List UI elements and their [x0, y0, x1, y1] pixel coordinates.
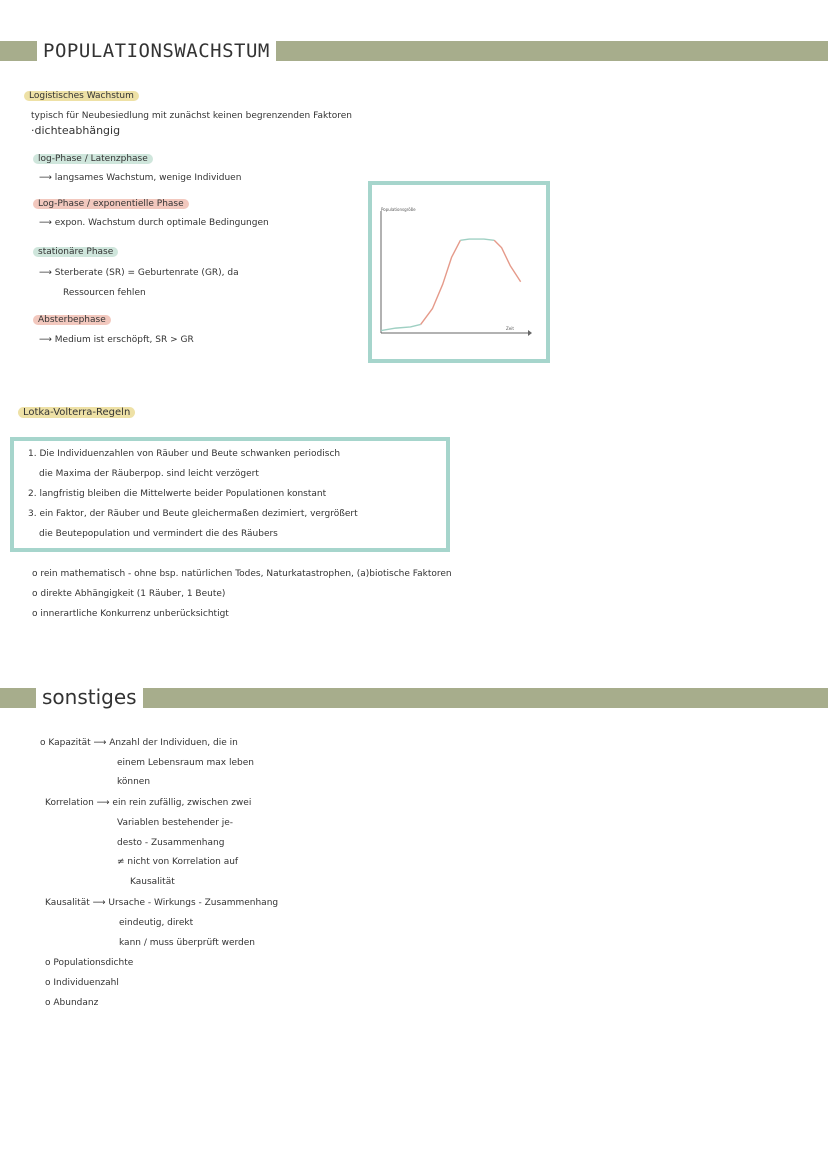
sonst-line-10: eindeutig, direkt	[119, 918, 194, 928]
note-line-3: o innerartliche Konkurrenz unberücksichtigt	[32, 609, 229, 619]
chart-series	[381, 239, 521, 331]
chart-line-4	[494, 240, 520, 281]
sonst-line-5: Variablen bestehender je-	[117, 818, 234, 828]
sonst-line-8: Kausalität	[130, 877, 175, 887]
rule-line-5: die Beutepopulation und vermindert die des Räubers	[39, 529, 278, 539]
chart-ylabel: Populationsgröße	[381, 207, 416, 212]
chart-line-3	[460, 239, 494, 240]
note-line-2: o direkte Abhängigkeit (1 Räuber, 1 Beute)	[32, 589, 226, 599]
chart-x-arrow	[528, 330, 532, 336]
phase-desc-stationaer: ⟶ Sterberate (SR) = Geburtenrate (GR), da	[39, 268, 239, 278]
phase-desc-stationaer-2: Ressourcen fehlen	[63, 288, 146, 298]
chart-line-1	[381, 324, 421, 330]
phase-desc-absterbe: ⟶ Medium ist erschöpft, SR > GR	[39, 335, 194, 345]
intro-line-2: ·dichteabhängig	[31, 124, 121, 137]
phase-desc-exponentiell: ⟶ expon. Wachstum durch optimale Bedingungen	[39, 218, 269, 228]
rule-line-2: die Maxima der Räuberpop. sind leicht verzögert	[39, 469, 259, 479]
sonst-line-9: Kausalität ⟶ Ursache - Wirkungs - Zusammenhang	[45, 898, 279, 908]
phase-desc-latenz: ⟶ langsames Wachstum, wenige Individuen	[39, 173, 242, 183]
section-title-populationswachstum: POPULATIONSWACHSTUM	[37, 39, 276, 63]
rule-line-4: 3. ein Faktor, der Räuber und Beute gleichermaßen dezimiert, vergrößert	[28, 509, 358, 519]
chart-frame	[368, 181, 550, 363]
rule-line-3: 2. langfristig bleiben die Mittelwerte beider Populationen konstant	[28, 489, 327, 499]
sonst-line-6: desto - Zusammenhang	[117, 838, 225, 848]
sonst-line-7: ≠ nicht von Korrelation auf	[117, 857, 239, 867]
chart-line-2	[421, 240, 461, 324]
sonst-line-13: o Individuenzahl	[45, 978, 119, 988]
sonst-line-4: Korrelation ⟶ ein rein zufällig, zwischen zwei	[45, 798, 252, 808]
phase-name-stationaer: stationäre Phase	[33, 246, 118, 258]
sonst-line-2: einem Lebensraum max leben	[117, 758, 254, 768]
subhead-lotka-volterra: Lotka-Volterra-Regeln	[18, 407, 135, 419]
subhead-logistisches-wachstum: Logistisches Wachstum	[24, 90, 139, 102]
sonst-line-12: o Populationsdichte	[45, 958, 134, 968]
note-line-1: o rein mathematisch - ohne bsp. natürlichen Todes, Naturkatastrophen, (a)biotische Faktoren	[32, 569, 452, 579]
sonst-line-14: o Abundanz	[45, 998, 99, 1008]
phase-name-absterbe: Absterbephase	[33, 314, 111, 326]
sonst-line-11: kann / muss überprüft werden	[119, 938, 256, 948]
sonst-line-1: o Kapazität ⟶ Anzahl der Individuen, die in	[40, 738, 238, 748]
growth-chart	[372, 185, 546, 359]
phase-name-exponentiell: Log-Phase / exponentielle Phase	[33, 198, 189, 210]
sonst-line-3: können	[117, 777, 151, 787]
chart-xlabel: Zeit	[506, 326, 514, 331]
rule-line-1: 1. Die Individuenzahlen von Räuber und Beute schwanken periodisch	[28, 449, 341, 459]
section-title-sonstiges: sonstiges	[36, 684, 143, 710]
phase-name-latenz: log-Phase / Latenzphase	[33, 153, 153, 165]
intro-line-1: typisch für Neubesiedlung mit zunächst keinen begrenzenden Faktoren	[31, 111, 352, 121]
